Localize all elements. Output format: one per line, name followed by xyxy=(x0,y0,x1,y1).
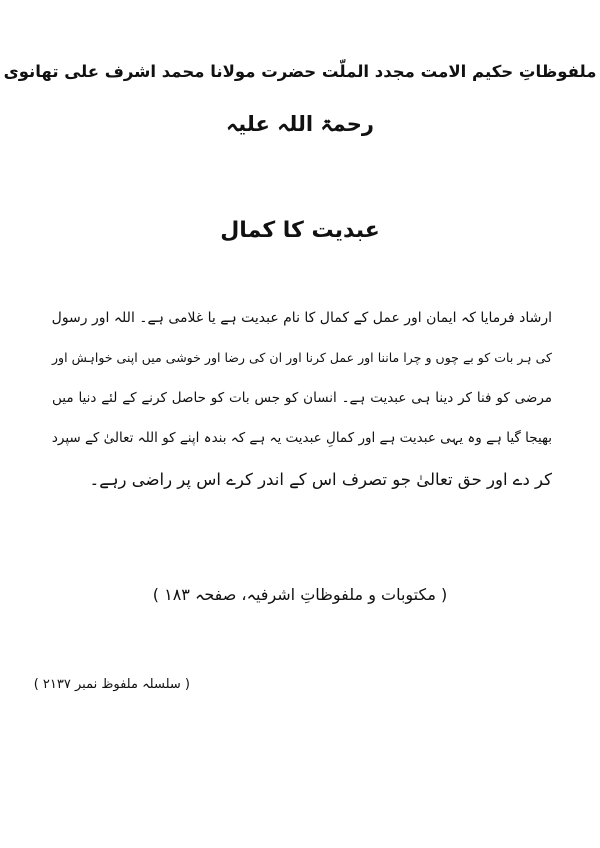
source-reference: ( مکتوبات و ملفوظاتِ اشرفیہ، صفحہ ۱۸۳ ) xyxy=(152,585,448,604)
page-title-line-2: رحمۃ اللہ علیہ xyxy=(226,112,374,136)
paragraph-line: مرضی کو فنا کر دینا ہی عبدیت ہے۔ انسان کو جس بات کو حاصل کرنے کے لئے دنیا میں xyxy=(52,390,552,406)
page-title-line-1: ملفوظاتِ حکیم الامت مجدد الملّت حضرت مولانا محمد اشرف علی تھانوی xyxy=(3,62,597,81)
paragraph-line: ارشاد فرمایا کہ ایمان اور عمل کے کمال کا نام عبدیت ہے یا غلامی ہے۔ اللہ اور رسول xyxy=(51,310,552,326)
paragraph-line: بھیجا گیا ہے وہ یہی عبدیت ہے اور کمالِ عبدیت یہ ہے کہ بندہ اپنے کو اللہ تعالیٰ کے سپرد xyxy=(51,430,552,446)
paragraph-line: کی ہر بات کو بے چوں و چرا ماننا اور عمل کرنا اور ان کی رضا اور خوشی میں اپنی خواہش اور xyxy=(52,350,552,365)
section-heading: عبدیت کا کمال xyxy=(220,218,380,243)
series-number: ( سلسلہ ملفوظ نمبر ۲۱۳۷ ) xyxy=(33,677,190,692)
paragraph-line: کر دے اور حق تعالیٰ جو تصرف اس کے اندر کرے اس پر راضی رہے۔ xyxy=(89,470,552,489)
